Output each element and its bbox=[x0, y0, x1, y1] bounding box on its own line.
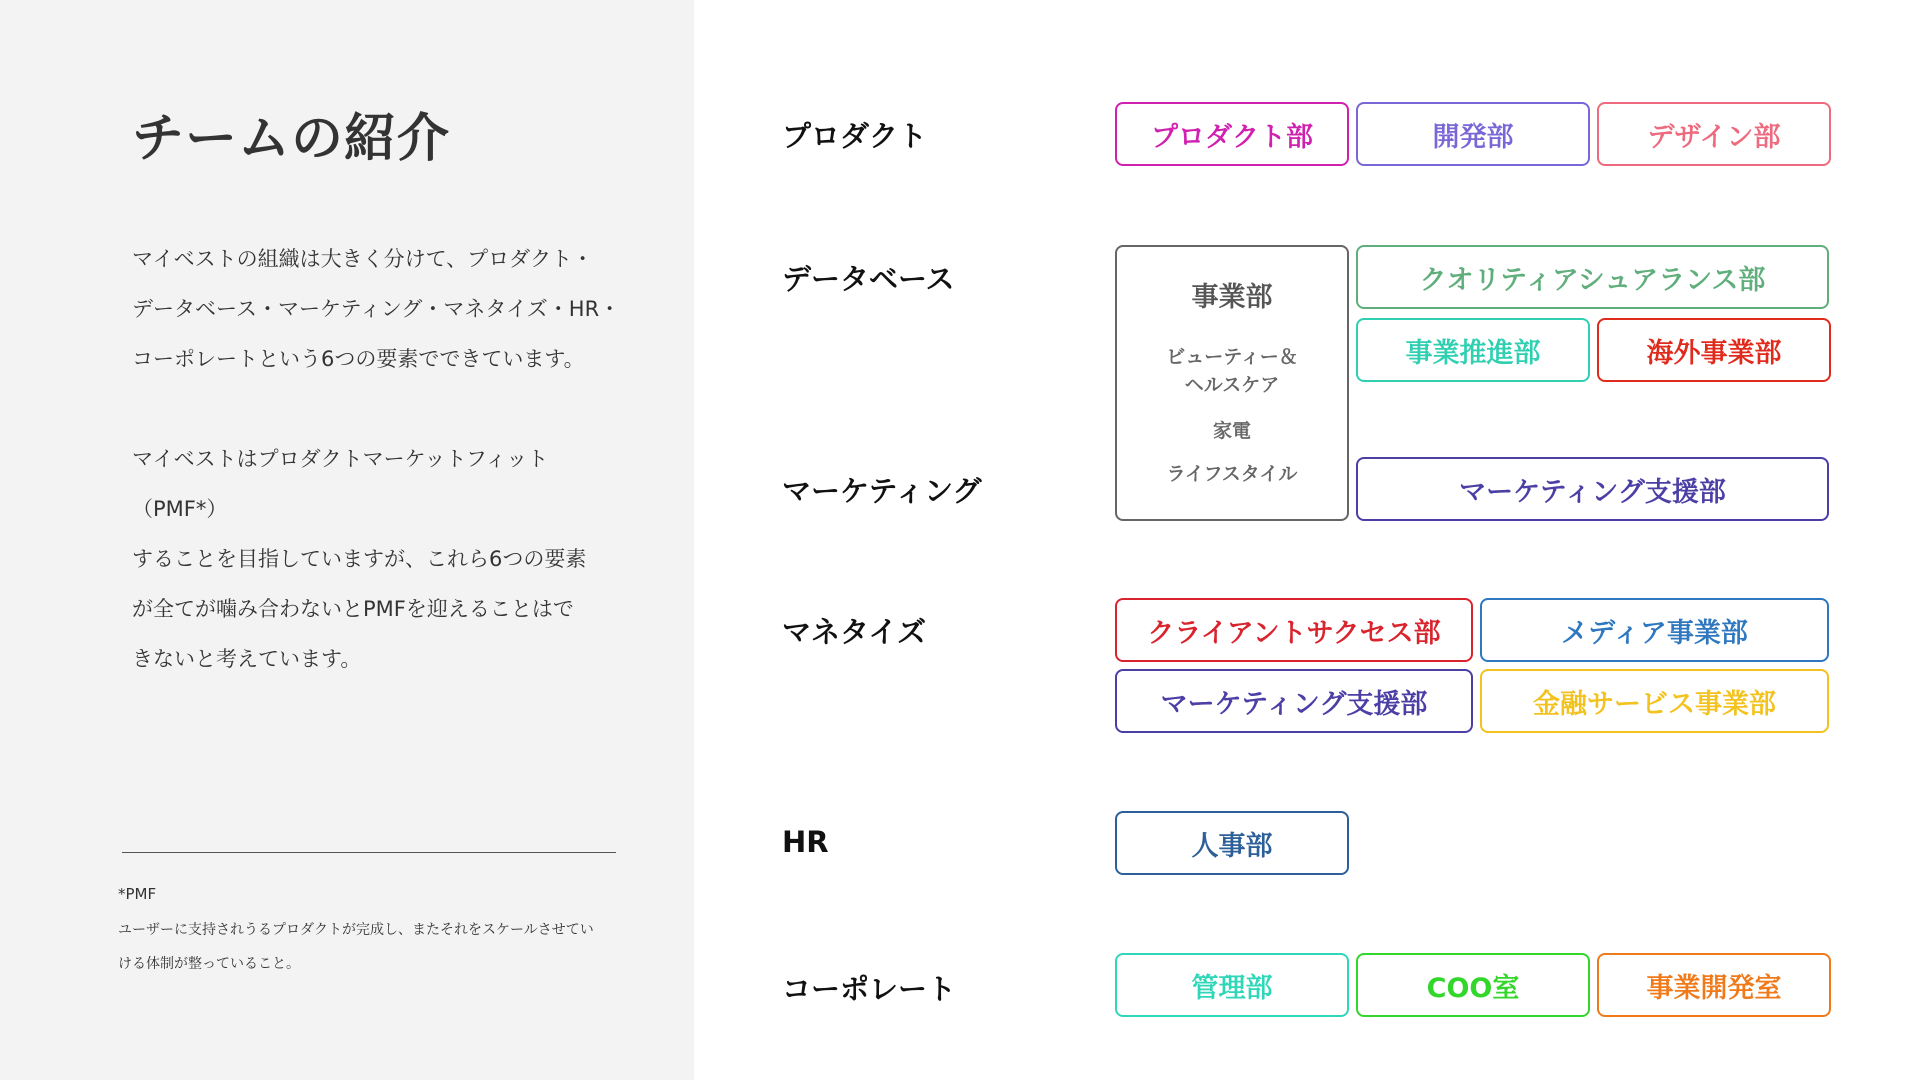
category-product: プロダクト bbox=[782, 119, 928, 153]
business-division-box bbox=[1115, 245, 1349, 521]
pmf-paragraph bbox=[132, 434, 632, 684]
pmf-line: が全てが噛み合わないとPMFを迎えることはで bbox=[132, 597, 574, 621]
intro-line: データベース・マーケティング・マネタイズ・HR・ bbox=[132, 297, 621, 321]
beauty-healthcare-label bbox=[1117, 343, 1347, 399]
category-marketing: マーケティング bbox=[782, 474, 982, 508]
dev-dept-box: 開発部 bbox=[1356, 102, 1590, 166]
admin-dept-box: 管理部 bbox=[1115, 953, 1349, 1017]
marketing-support-dept-box-2: マーケティング支援部 bbox=[1115, 669, 1473, 733]
client-success-dept-box: クライアントサクセス部 bbox=[1115, 598, 1473, 662]
beauty-healthcare-line: ヘルスケア bbox=[1184, 374, 1280, 396]
pmf-line: きないと考えています。 bbox=[132, 647, 362, 671]
biz-dev-office-box: 事業開発室 bbox=[1597, 953, 1831, 1017]
intro-paragraph bbox=[132, 234, 632, 384]
category-monetize: マネタイズ bbox=[782, 615, 927, 649]
qa-dept-box: クオリティアシュアランス部 bbox=[1356, 245, 1829, 309]
footnote-line: ける体制が整っていること。 bbox=[118, 956, 300, 972]
beauty-healthcare-line: ビューティー＆ bbox=[1166, 346, 1298, 368]
hr-dept-box: 人事部 bbox=[1115, 811, 1349, 875]
category-database: データベース bbox=[782, 262, 955, 296]
media-dept-box: メディア事業部 bbox=[1480, 598, 1829, 662]
lifestyle-label: ライフスタイル bbox=[1166, 463, 1298, 485]
product-dept-box: プロダクト部 bbox=[1115, 102, 1349, 166]
biz-promo-dept-box: 事業推進部 bbox=[1356, 318, 1590, 382]
pmf-line: マイベストはプロダクトマーケットフィット（PMF*） bbox=[132, 447, 549, 521]
intro-line: コーポレートという6つの要素でできています。 bbox=[132, 347, 585, 371]
intro-line: マイベストの組織は大きく分けて、プロダクト・ bbox=[132, 247, 594, 271]
page-title: チームの紹介 bbox=[132, 109, 451, 169]
overseas-dept-box: 海外事業部 bbox=[1597, 318, 1831, 382]
business-division-title: 事業部 bbox=[1191, 282, 1273, 313]
footnote-label: *PMF bbox=[118, 885, 157, 903]
footnote-line: ユーザーに支持されうるプロダクトが完成し、またそれをスケールさせてい bbox=[118, 922, 594, 938]
pmf-line: することを目指していますが、これら6つの要素 bbox=[132, 547, 587, 571]
design-dept-box: デザイン部 bbox=[1597, 102, 1831, 166]
category-hr: HR bbox=[782, 825, 829, 859]
category-corporate: コーポレート bbox=[782, 972, 957, 1006]
footnote-text bbox=[118, 913, 628, 981]
coo-office-box: COO室 bbox=[1356, 953, 1590, 1017]
home-appliance-label: 家電 bbox=[1212, 420, 1251, 442]
marketing-support-dept-box: マーケティング支援部 bbox=[1356, 457, 1829, 521]
finance-dept-box: 金融サービス事業部 bbox=[1480, 669, 1829, 733]
left-panel bbox=[0, 0, 694, 1080]
divider bbox=[122, 852, 616, 853]
